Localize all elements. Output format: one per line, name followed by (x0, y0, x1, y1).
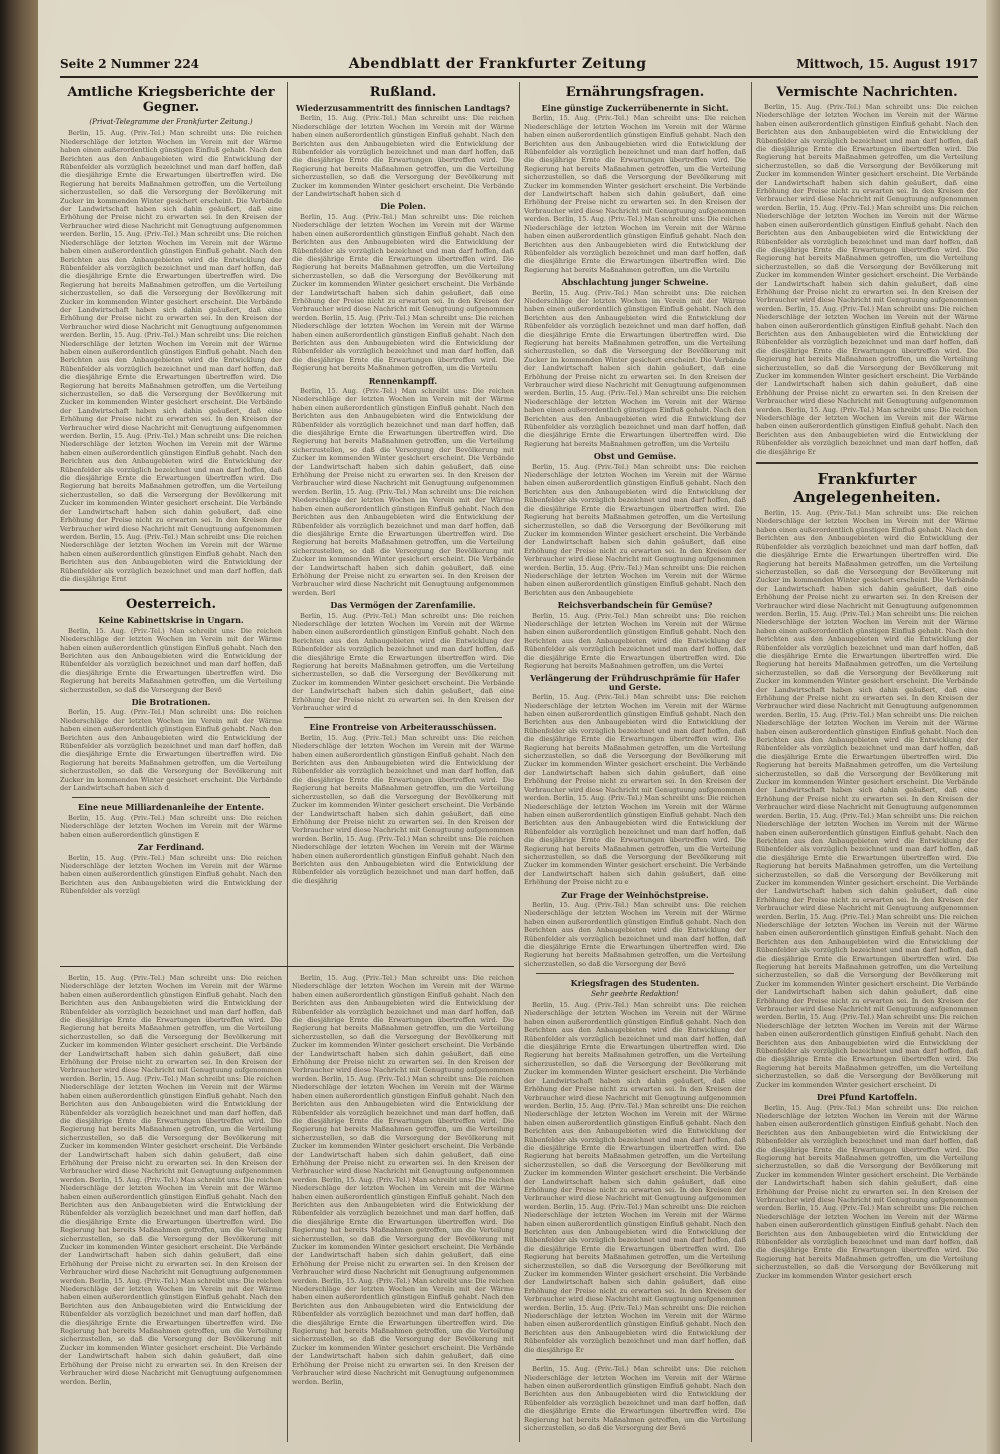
article-body: Berlin, 15. Aug. (Priv.-Tel.) Man schreibt uns: Die reichen Niederschläge der letzten Wochen im Verein mit der Wärme haben einen außerordentlich günstigen Einfluß gehabt. Nach den Berichten aus den Anbaugebieten wird die Entwicklung der Rübenfelder als vorzüglich bezeichnet und man darf hoffen, daß die diesjährige Ernte die Erwartungen übertreffen wird. Die Regierung hat bereits Maßnahmen getroffen, um die Verteilung sicherzustellen, so daß die Versorgung der Bevölkerung mit Zucker im kommenden Winter gesichert erscheint. Die Verbände der Landwirtschaft haben sich d (292, 114, 514, 199)
article-body: Berlin, 15. Aug. (Priv.-Tel.) Man schreibt uns: Die reichen Niederschläge der letzten Wochen im Verein mit der Wärme haben einen außerordentlich günstigen Einfluß gehabt. Nach den Berichten aus den Anbaugebieten wird die Entwicklung der Rübenfelder als vorzüglich bezeichnet und man darf hoffen, daß die diesjährige Ernte die Erwartungen übertreffen wird. Die Regierung hat bereits Maßnahmen getroffen, um die Verteilung sicherzustellen, so daß die Versorgung der Bevölkerung mit Zucker im kommenden Winter gesichert erscheint. Die Verbände der Landwirtschaft haben sich dahin geäußert, daß eine Erhöhung der Preise nicht zu erwarten sei. In den Kreisen der Verbraucher wird diese Nachricht mit Genugtuung aufgenommen werden. Berlin, 15. Aug. (Priv.-Tel.) Man schreibt uns: Die reichen Niederschläge der letzten Wochen im Verein mit der Wärme haben einen außerordentlich günstigen Einfluß gehabt. Nach den Berichten aus den Anbaugebieten wird die Entwicklung der Rübenfelder als vorzüglich bezeichnet und man darf hoffen, daß die diesjährige Ernte die Erwartungen übertreffen wird. Die Regierung hat bereits Maßnahmen getroffen, um die Verteilung sicherzustellen, so daß die Versorgung der Bevölkerung mit Zucker im kommenden Winter gesichert erscheint. Die Verbände der Landwirtschaft haben sich dahin geäußert, daß eine Erhöhung der Preise nicht zu erwarten sei. In den Kreisen der Verbraucher wird diese Nachricht mit Genugtuung aufgenommen werden. Berlin, 15. Aug. (Priv.-Tel.) Man schreibt uns: Die reichen Niederschläge der letzten Wochen im Verein mit der Wärme haben einen außerordentlich günstigen Einfluß gehabt. Nach den Berichten aus den Anbaugebieten wird die Entwicklung der Rübenfelder als vorzüglich bezeichnet und man darf hoffen, daß die diesjährige Ernte die Erwartungen übertreffen wird. Die Regierung hat bereits Maßnahmen getroffen, um die Verteilung sicherzustellen, so daß die Versorgung der Bevölkerung mit Zucker im kommenden Winter gesichert erscheint. Die Verbände der Landwirtschaft haben sich dahin geäußert, daß eine Erhöhung der Preise nicht zu erwarten sei. In den Kreisen der Verbraucher wird diese Nachricht mit Genugtuung aufgenommen werden. Berlin, 15. Aug. (Priv.-Tel.) Man schreibt uns: Die reichen Niederschläge der letzten Wochen im Verein mit der Wärme haben einen außerordentlich günstigen Einfluß gehabt. Nach den Berichten aus den Anbaugebieten wird die Entwicklung der Rübenfelder als vorzüglich bezeichnet und man darf hoffen, daß die diesjährige Ernte die Erwartungen übertreffen wird. Die Regierung hat bereits Maßnahmen getroffen, um die Verteilung sicherzustellen, so daß die Versorgung der Bevölkerung mit Zucker im kommenden Winter gesichert erscheint. Die Verbände der Landwirtschaft haben sich dahin geäußert, daß eine Erhöhung der Preise nicht zu erwarten sei. In den Kreisen der Verbraucher wird diese Nachricht mit Genugtuung aufgenommen werden. Berlin, (292, 974, 514, 1386)
horizontal-rule (60, 966, 514, 967)
article-body: Berlin, 15. Aug. (Priv.-Tel.) Man schreibt uns: Die reichen Niederschläge der letzten Wochen im Verein mit der Wärme haben einen außerordentlich günstigen Einfluß gehabt. Nach den Berichten aus den Anbaugebieten wird die Entwicklung der Rübenfelder als vorzüglich bezeichnet und man darf hoffen, daß die diesjährige Ernte die Erwartungen übertreffen wird. Die Regierung hat bereits Maßnahmen getroffen, um die Verteilung sicherzustellen, so daß die Versorgung der Bevölkerung mit Zucker im kommenden Winter gesichert erscheint. Die Verbände der Landwirtschaft haben sich dahin geäußert, daß eine Erhöhung der Preise nicht zu erwarten sei. In den Kreisen der Verbraucher wird diese Nachricht mit Genugtuung aufgenommen werden. Berlin, 15. Aug. (Priv.-Tel.) Man schreibt uns: Die reichen Niederschläge der letzten Wochen im Verein mit der Wärme haben einen außerordentlich günstigen Einfluß gehabt. Nach den Berichten aus den Anbaugebieten wird die Entwicklung der Rübenfelder als vorzüglich bezeichnet und man darf hoffen, daß die diesjährige Ernte die Erwartungen übertreffen wird. Die Regierung hat bereits Maßnahmen getroffen, um die Verteilung sicherzustellen, so daß die Versorgung der Bevölkerung mit Zucker im kommenden Winter gesichert erscheint. Die Verbände der Landwirtschaft haben sich dahin geäußert, daß eine Erhöhung der Preise nicht zu erwarten sei. In den Kreisen der Verbraucher wird diese Nachricht mit Genugtuung aufgenommen werden. Berlin, 15. Aug. (Priv.-Tel.) Man schreibt uns: Die reichen Niederschläge der letzten Wochen im Verein mit der Wärme haben einen außerordentlich günstigen Einfluß gehabt. Nach den Berichten aus den Anbaugebieten wird die Entwicklung der Rübenfelder als vorzüglich bezeichnet und man darf hoffen, daß die diesjährige Ernte die Erwartungen übertreffen wird. Die Regierung hat bereits Maßnahmen getroffen, um die Verteilung sicherzustellen, so daß die Versorgung der Bevölkerung mit Zucker im kommenden Winter gesichert erscheint. Die Verbände der Landwirtschaft haben sich dahin geäußert, daß eine Erhöhung der Preise nicht zu erwarten sei. In den Kreisen der Verbraucher wird diese Nachricht mit Genugtuung aufgenommen werden. Berlin, 15. Aug. (Priv.-Tel.) Man schreibt uns: Die reichen Niederschläge der letzten Wochen im Verein mit der Wärme haben einen außerordentlich günstigen Einfluß gehabt. Nach den Berichten aus den Anbaugebieten wird die Entwicklung der Rübenfelder als vorzüglich bezeichnet und man darf hoffen, daß die diesjährige Ernte die Erwartungen übertreffen wird. Die Regierung hat bereits Maßnahmen getroffen, um die Verteilung sicherzustellen, so daß die Versorgung der Bevölkerung mit Zucker im kommenden Winter gesichert erscheint. Die Verbände der Landwirtschaft haben sich dahin geäußert, daß eine Erhöhung der Preise nicht zu erwarten sei. In den Kreisen der Verbraucher wird diese Nachricht mit Genugtuung aufgenommen werden. Berlin, 15. Aug. (Priv.-Tel.) Man schreibt uns: Die reichen Niederschläge der letzten Wochen im Verein mit der Wärme haben einen außerordentlich günstigen Einfluß gehabt. Nach den Berichten aus den Anbaugebieten wird die Entwicklung der Rübenfelder als vorzüglich bezeichnet und man darf hoffen, daß die diesjährige Ernt (60, 129, 282, 583)
column-1 (60, 82, 282, 962)
column-rule (519, 82, 520, 1442)
feuilleton-right (292, 974, 514, 1442)
article-headline: Das Vermögen der Zarenfamilie. (330, 600, 476, 611)
article-body: Berlin, 15. Aug. (Priv.-Tel.) Man schreibt uns: Die reichen Niederschläge der letzten Wochen im Verein mit der Wärme haben einen außerordentlich günstigen Einfluß gehabt. Nach den Berichten aus den Anbaugebieten wird die Entwicklung der Rübenfelder als vorzügl (60, 853, 282, 896)
article-headline: Eine neue Milliardenanleihe der Entente. (78, 802, 264, 813)
article-body: Berlin, 15. Aug. (Priv.-Tel.) Man schreibt uns: Die reichen Niederschläge der letzten Wochen im Verein mit der Wärme haben einen außerordentlich günstigen Einfluß gehabt. Nach den Berichten aus den Anbaugebieten wird die Entwicklung der Rübenfelder als vorzüglich bezeichnet und man darf hoffen, daß die diesjährige Ernte die Erwartungen übertreffen wird. Die Regierung hat bereits Maßnahmen getroffen, um die Verteilung sicherzustellen, so daß die Versorgung der Bevö (524, 900, 746, 968)
section-headline: Frankfurter Angelegenheiten. (793, 470, 941, 507)
article-headline: Keine Kabinettskrise in Ungarn. (98, 615, 244, 626)
section-headline: Ernährungsfragen. (565, 85, 705, 100)
divider (536, 973, 734, 974)
section-headline: Vermischte Nachrichten. (776, 85, 958, 100)
column-2 (292, 82, 514, 962)
article-body: Berlin, 15. Aug. (Priv.-Tel.) Man schreibt uns: Die reichen Niederschläge der letzten Wochen im Verein mit der Wärme haben einen außerordentlich günstigen Einfluß gehabt. Nach den Berichten aus den Anbaugebieten wird die Entwicklung der Rübenfelder als vorzüglich bezeichnet und man darf hoffen, daß die diesjährige Ernte die Erwartungen übertreffen wird. Die Regierung hat bereits Maßnahmen getroffen, um die Verteilung sicherzustellen, so daß die Versorgung der Bevölkerung mit Zucker im kommenden Winter gesichert erscheint. Die Verbände der Landwirtschaft haben sich dahin geäußert, daß eine Erhöhung der Preise nicht zu erwarten sei. In den Kreisen der Verbraucher wird diese Nachricht mit Genugtuung aufgenommen werden. Berlin, 15. Aug. (Priv.-Tel.) Man schreibt uns: Die reichen Niederschläge der letzten Wochen im Verein mit der Wärme haben einen außerordentlich günstigen Einfluß gehabt. Nach den Berichten aus den Anbaugebieten wird die Entwicklung der Rübenfelder als vorzüglich bezeichnet und man darf hoffen, daß die diesjährige Ernte die Erwartungen übertreffen wird. Die Regierung hat bereits Maßnahmen getroffen, um die Verteilung sicherzustellen, so daß die Versorgung der Bevölkerung mit Zucker im kommenden Winter gesichert erscheint. Die Verbände der Landwirtschaft haben sich dahin geäußert, daß eine Erhöhung der Preise nicht zu erwarten sei. In den Kreisen der Verbraucher wird diese Nachricht mit Genugtuung aufgenommen werden. Berlin, 15. Aug. (Priv.-Tel.) Man schreibt uns: Die reichen Niederschläge der letzten Wochen im Verein mit der Wärme haben einen außerordentlich günstigen Einfluß gehabt. Nach den Berichten aus den Anbaugebieten wird die Entwicklung der Rübenfelder als vorzüglich bezeichnet und man darf hoffen, daß die diesjährige Ernte die Erwartungen übertreffen wird. Die Regierung hat bereits Maßnahmen getroffen, um die Verteilung sicherzustellen, so daß die Versorgung der Bevölkerung mit Zucker im kommenden Winter gesichert erscheint. Die Verbände der Landwirtschaft haben sich dahin geäußert, daß eine Erhöhung der Preise nicht zu erwarten sei. In den Kreisen der Verbraucher wird diese Nachricht mit Genugtuung aufgenommen werden. Berlin, 15. Aug. (Priv.-Tel.) Man schreibt uns: Die reichen Niederschläge der letzten Wochen im Verein mit der Wärme haben einen außerordentlich günstigen Einfluß gehabt. Nach den Berichten aus den Anbaugebieten wird die Entwicklung der Rübenfelder als vorzüglich bezeichnet und man darf hoffen, daß die diesjährige Ernte die Erwartungen übertreffen wird. Die Regierung hat bereits Maßnahmen getroffen, um die Verteilung sicherzustellen, so daß die Versorgung der Bevölkerung mit Zucker im kommenden Winter gesichert erscheint. Die Verbände der Landwirtschaft haben sich dahin geäußert, daß eine Erhöhung der Preise nicht zu erwarten sei. In den Kreisen der Verbraucher wird diese Nachricht mit Genugtuung aufgenommen werden. Berlin, 15. Aug. (Priv.-Tel.) Man schreibt uns: Die reichen Niederschläge der letzten Wochen im Verein mit der Wärme haben einen außerordentlich günstigen Einfluß gehabt. Nach den Berichten aus den Anbaugebieten wird die Entwicklung der Rübenfelder als vorzüglich bezeichnet und man darf hoffen, daß die diesjährige Ernte die Erwartungen übertreffen wird. Die Regierung hat bereits Maßnahmen getroffen, um die Verteilung sicherzustellen, so daß die Versorgung der Bevölkerung mit Zucker im kommenden Winter gesichert erscheint. Die Verbände der Landwirtschaft haben sich dahin geäußert, daß eine Erhöhung der Preise nicht zu erwarten sei. In den Kreisen der Verbraucher wird diese Nachricht mit Genugtuung aufgenommen werden. Berlin, 15. Aug. (Priv.-Tel.) Man schreibt uns: Die reichen Niederschläge der letzten Wochen im Verein mit der Wärme haben einen außerordentlich günstigen Einfluß gehabt. Nach den Berichten aus den Anbaugebieten wird die Entwicklung der Rübenfelder als vorzüglich bezeichnet und man darf hoffen, daß die diesjährige Ernte die Erwartungen übertreffen wird. Die Regierung hat bereits Maßnahmen getroffen, um die Verteilung sicherzustellen, so daß die Versorgung der Bevölkerung mit Zucker im kommenden Winter gesichert erscheint. Di (756, 509, 978, 1089)
columns (60, 82, 978, 1442)
article-body: Berlin, 15. Aug. (Priv.-Tel.) Man schreibt uns: Die reichen Niederschläge der letzten Wochen im Verein mit der Wärme haben einen außerordentlich günstigen Einfluß gehabt. Nach den Berichten aus den Anbaugebieten wird die Entwicklung der Rübenfelder als vorzüglich bezeichnet und man darf hoffen, daß die diesjährige Ernte die Erwartungen übertreffen wird. Die Regierung hat bereits Maßnahmen getroffen, um die Verteilung sicherzustellen, so daß die Versorgung der Bevölkerung mit Zucker im kommenden Winter gesichert erscheint. Die Verbände der Landwirtschaft haben sich d (60, 708, 282, 793)
article-body: Berlin, 15. Aug. (Priv.-Tel.) Man schreibt uns: Die reichen Niederschläge der letzten Wochen im Verein mit der Wärme haben einen außerordentlich günstigen Einfluß gehabt. Nach den Berichten aus den Anbaugebieten wird die Entwicklung der Rübenfelder als vorzüglich bezeichnet und man darf hoffen, daß die diesjährige Ernte die Erwartungen übertreffen wird. Die Regierung hat bereits Maßnahmen getroffen, um die Verteilung sicherzustellen, so daß die Versorgung der Bevölkerung mit Zucker im kommenden Winter gesichert erscheint. Die Verbände der Landwirtschaft haben sich dahin geäußert, daß eine Erhöhung der Preise nicht zu erwarten sei. In den Kreisen der Verbraucher wird diese Nachricht mit Genugtuung aufgenommen werden. Berlin, 15. Aug. (Priv.-Tel.) Man schreibt uns: Die reichen Niederschläge der letzten Wochen im Verein mit der Wärme haben einen außerordentlich günstigen Einfluß gehabt. Nach den Berichten aus den Anbaugebieten wird die Entwicklung der Rübenfelder als vorzüglich bezeichnet und man darf hoffen, daß die diesjährige Ernte die Erwartungen übertreffen wird. Die Regierung hat bereits Maßnahmen getroffen, um die Verteilung sicherzustellen, so daß die Versorgung der Bevölkerung mit Zucker im kommenden Winter gesichert erscheint. Die Verbände der Landwirtschaft haben sich dahin geäußert, daß eine Erhöhung der Preise nicht zu erwarten sei. In den Kreisen der Verbraucher wird diese Nachricht mit Genugtuung aufgenommen werden. Berlin, 15. Aug. (Priv.-Tel.) Man schreibt uns: Die reichen Niederschläge der letzten Wochen im Verein mit der Wärme haben einen außerordentlich günstigen Einfluß gehabt. Nach den Berichten aus den Anbaugebieten wird die Entwicklung der Rübenfelder als vorzüglich bezeichnet und man darf hoffen, daß die diesjährige Ernte die Erwartungen übertreffen wird. Die Regierung hat bereits Maßnahmen getroffen, um die Verteilung sicherzustellen, so daß die Versorgung der Bevölkerung mit Zucker im kommenden Winter gesichert erscheint. Die Verbände der Landwirtschaft haben sich dahin geäußert, daß eine Erhöhung der Preise nicht zu erwarten sei. In den Kreisen der Verbraucher wird diese Nachricht mit Genugtuung aufgenommen werden. Berlin, 15. Aug. (Priv.-Tel.) Man schreibt uns: Die reichen Niederschläge der letzten Wochen im Verein mit der Wärme haben einen außerordentlich günstigen Einfluß gehabt. Nach den Berichten aus den Anbaugebieten wird die Entwicklung der Rübenfelder als vorzüglich bezeichnet und man darf hoffen, daß die diesjährige Er (756, 103, 978, 456)
article-body: Berlin, 15. Aug. (Priv.-Tel.) Man schreibt uns: Die reichen Niederschläge der letzten Wochen im Verein mit der Wärme haben einen außerordentlich günstigen Einfluß gehabt. Nach den Berichten aus den Anbaugebieten wird die Entwicklung der Rübenfelder als vorzüglich bezeichnet und man darf hoffen, daß die diesjährige Ernte die Erwartungen übertreffen wird. Die Regierung hat bereits Maßnahmen getroffen, um die Verteilung sicherzustellen, so daß die Versorgung der Bevölkerung mit Zucker im kommenden Winter gesichert erscheint. Die Verbände der Landwirtschaft haben sich dahin geäußert, daß eine Erhöhung der Preise nicht zu erwarten sei. In den Kreisen der Verbraucher wird diese Nachricht mit Genugtuung aufgenommen werden. Berlin, 15. Aug. (Priv.-Tel.) Man schreibt uns: Die reichen Niederschläge der letzten Wochen im Verein mit der Wärme haben einen außerordentlich günstigen Einfluß gehabt. Nach den Berichten aus den Anbaugebieten wird die Entwicklung der Rübenfelder als vorzüglich bezeichnet und man darf hoffen, daß die diesjährige Ernte die Erwartungen übertreffen wird. Die Regierung hat bereits Maßnahmen getroffen, um die Verteilu (524, 114, 746, 274)
feuilleton-left (60, 974, 282, 1442)
article-headline: Die Brotrationen. (131, 697, 211, 707)
article-body: Berlin, 15. Aug. (Priv.-Tel.) Man schreibt uns: Die reichen Niederschläge der letzten Wochen im Verein mit der Wärme haben einen außerordentlich günstigen Einfluß gehabt. Nach den Berichten aus den Anbaugebieten wird die Entwicklung der Rübenfelder als vorzüglich bezeichnet und man darf hoffen, daß die diesjährige Ernte die Erwartungen übertreffen wird. Die Regierung hat bereits Maßnahmen getroffen, um die Verteilung sicherzustellen, so daß die Versorgung der Bevölkerung mit Zucker im kommenden Winter gesichert erscheint. Die Verbände der Landwirtschaft haben sich dahin geäußert, daß eine Erhöhung der Preise nicht zu erwarten sei. In den Kreisen der Verbraucher wird diese Nachricht mit Genugtuung aufgenommen werden. Berlin, 15. Aug. (Priv.-Tel.) Man schreibt uns: Die reichen Niederschläge der letzten Wochen im Verein mit der Wärme haben einen außerordentlich günstigen Einfluß gehabt. Nach den Berichten aus den Anbaugebieten wird die Entwicklung der Rübenfelder als vorzüglich bezeichnet und man darf hoffen, daß die diesjährige Ernte die Erwartungen übertreffen wird. Die Regierung hat bereits Maßnahmen getroffen, um die Verteilung sicherzustellen, so daß die Versorgung der Bevölkerung mit Zucker im kommenden Winter gesichert erscheint. Die Verbände der Landwirtschaft haben sich dahin geäußert, daß eine Erhöhung der Preise nicht zu erwarten sei. In den Kreisen der Verbraucher wird diese Nachricht mit Genugtuung aufgenommen werden. Berl (292, 387, 514, 597)
article-body: Berlin, 15. Aug. (Priv.-Tel.) Man schreibt uns: Die reichen Niederschläge der letzten Wochen im Verein mit der Wärme haben einen außerordentlich günstigen Einfluß gehabt. Nach den Berichten aus den Anbaugebieten wird die Entwicklung der Rübenfelder als vorzüglich bezeichnet und man darf hoffen, daß die diesjährige Ernte die Erwartungen übertreffen wird. Die Regierung hat bereits Maßnahmen getroffen, um die Verteilung sicherzustellen, so daß die Versorgung der Bevölkerung mit Zucker im kommenden Winter gesichert erscheint. Die Verbände der Landwirtschaft haben sich dahin geäußert, daß eine Erhöhung der Preise nicht zu erwarten sei. In den Kreisen der Verbraucher wird diese Nachricht mit Genugtuung aufgenommen werden. Berlin, 15. Aug. (Priv.-Tel.) Man schreibt uns: Die reichen Niederschläge der letzten Wochen im Verein mit der Wärme haben einen außerordentlich günstigen Einfluß gehabt. Nach den Berichten aus den Anbaugebiete (524, 462, 746, 597)
article-headline: Abschlachtung junger Schweine. (561, 277, 709, 288)
article-body: Berlin, 15. Aug. (Priv.-Tel.) Man schreibt uns: Die reichen Niederschläge der letzten Wochen im Verein mit der Wärme haben einen außerordentlich günstigen Einfluß gehabt. Nach den Berichten aus den Anbaugebieten wird die Entwicklung der Rübenfelder als vorzüglich bezeichnet und man darf hoffen, daß die diesjährige Ernte die Erwartungen übertreffen wird. Die Regierung hat bereits Maßnahmen getroffen, um die Verteilung sicherzustellen, so daß die Versorgung der Bevölkerung mit Zucker im kommenden Winter gesichert erscheint. Die Verbände der Landwirtschaft haben sich dahin geäußert, daß eine Erhöhung der Preise nicht zu erwarten sei. In den Kreisen der Verbraucher wird diese Nachricht mit Genugtuung aufgenommen werden. Berlin, 15. Aug. (Priv.-Tel.) Man schreibt uns: Die reichen Niederschläge der letzten Wochen im Verein mit der Wärme haben einen außerordentlich günstigen Einfluß gehabt. Nach den Berichten aus den Anbaugebieten wird die Entwicklung der Rübenfelder als vorzüglich bezeichnet und man darf hoffen, daß die diesjährige Ernte die Erwartungen übertreffen wird. Die Regierung hat bereits Maßnahmen getroffen, um die Verteilung sicherzustellen, so daß die Versorgung der Bevölkerung mit Zucker im kommenden Winter gesichert erscheint. Die Verbände der Landwirtschaft haben sich dahin geäußert, daß eine Erhöhung der Preise nicht zu e (524, 693, 746, 887)
article-headline: Zur Frage der Weinhöchstpreise. (561, 889, 709, 900)
article-headline: Drei Pfund Kartoffeln. (816, 1092, 918, 1103)
column-rule (287, 82, 288, 1442)
article-body: Berlin, 15. Aug. (Priv.-Tel.) Man schreibt uns: Die reichen Niederschläge der letzten Wochen im Verein mit der Wärme haben einen außerordentlich günstigen Einfluß gehabt. Nach den Berichten aus den Anbaugebieten wird die Entwicklung der Rübenfelder als vorzüglich bezeichnet und man darf hoffen, daß die diesjährige Ernte die Erwartungen übertreffen wird. Die Regierung hat bereits Maßnahmen getroffen, um die Verteilung sicherzustellen, so daß die Versorgung der Bevölkerung mit Zucker im kommenden Winter gesichert erscheint. Die Verbände der Landwirtschaft haben sich dahin geäußert, daß eine Erhöhung der Preise nicht zu erwarten sei. In den Kreisen der Verbraucher wird diese Nachricht mit Genugtuung aufgenommen werden. Berlin, 15. Aug. (Priv.-Tel.) Man schreibt uns: Die reichen Niederschläge der letzten Wochen im Verein mit der Wärme haben einen außerordentlich günstigen Einfluß gehabt. Nach den Berichten aus den Anbaugebieten wird die Entwicklung der Rübenfelder als vorzüglich bezeichnet und man darf hoffen, daß die diesjährige Ernte die Erwartungen übertreffen wird. Die Regierung hat bereits Maßnahmen getroffen, um die Verteilung sicherzustellen, so daß die Versorgung der Bevölkerung mit Zucker im kommenden Winter gesichert ersch (756, 1103, 978, 1280)
divider (72, 797, 270, 798)
section-headline: Rußland. (369, 85, 437, 100)
column-3 (524, 82, 746, 1442)
divider (756, 462, 978, 464)
article-headline: Rennenkampff. (368, 375, 438, 386)
divider (304, 717, 502, 718)
divider (60, 589, 282, 591)
article-headline: Obst und Gemüse. (593, 451, 677, 462)
article-body: Berlin, 15. Aug. (Priv.-Tel.) Man schreibt uns: Die reichen Niederschläge der letzten Wochen im Verein mit der Wärme haben einen außerordentlich günstigen Einfluß gehabt. Nach den Berichten aus den Anbaugebieten wird die Entwicklung der Rübenfelder als vorzüglich bezeichnet und man darf hoffen, daß die diesjährige Ernte die Erwartungen übertreffen wird. Die Regierung hat bereits Maßnahmen getroffen, um die Verteilung sicherzustellen, so daß die Versorgung der Bevölkerung mit Zucker im kommenden Winter gesichert erscheint. Die Verbände der Landwirtschaft haben sich dahin geäußert, daß eine Erhöhung der Preise nicht zu erwarten sei. In den Kreisen der Verbraucher wird diese Nachricht mit Genugtuung aufgenommen werden. Berlin, 15. Aug. (Priv.-Tel.) Man schreibt uns: Die reichen Niederschläge der letzten Wochen im Verein mit der Wärme haben einen außerordentlich günstigen Einfluß gehabt. Nach den Berichten aus den Anbaugebieten wird die Entwicklung der Rübenfelder als vorzüglich bezeichnet und man darf hoffen, daß die diesjährige Ernte die Erwartungen übertreffen wird. Die Regierung hat bereits Maßnahmen getroffen, um die Verteilu (292, 212, 514, 373)
article-headline: Kriegsfragen des Studenten. (570, 978, 700, 989)
article-headline: Die Polen. (380, 201, 426, 212)
column-rule (751, 82, 752, 1442)
article-body: Berlin, 15. Aug. (Priv.-Tel.) Man schreibt uns: Die reichen Niederschläge der letzten Wochen im Verein mit der Wärme haben einen außerordentlich günstigen Einfluß gehabt. Nach den Berichten aus den Anbaugebieten wird die Entwicklung der Rübenfelder als vorzüglich bezeichnet und man darf hoffen, daß die diesjährige Ernte die Erwartungen übertreffen wird. Die Regierung hat bereits Maßnahmen getroffen, um die Verteilung sicherzustellen, so daß die Versorgung der Bevölkerung mit Zucker im kommenden Winter gesichert erscheint. Die Verbände der Landwirtschaft haben sich dahin geäußert, daß eine Erhöhung der Preise nicht zu erwarten sei. In den Kreisen der Verbraucher wird diese Nachricht mit Genugtuung aufgenommen werden. Berlin, 15. Aug. (Priv.-Tel.) Man schreibt uns: Die reichen Niederschläge der letzten Wochen im Verein mit der Wärme haben einen außerordentlich günstigen Einfluß gehabt. Nach den Berichten aus den Anbaugebieten wird die Entwicklung der Rübenfelder als vorzüglich bezeichnet und man darf hoffen, daß die diesjährig (292, 733, 514, 885)
article-headline: Wiederzusammentritt des finnischen Landtags? (295, 103, 511, 113)
article-body: Berlin, 15. Aug. (Priv.-Tel.) Man schreibt uns: Die reichen Niederschläge der letzten Wochen im Verein mit der Wärme haben einen außerordentlich günstigen Einfluß gehabt. Nach den Berichten aus den Anbaugebieten wird die Entwicklung der Rübenfelder als vorzüglich bezeichnet und man darf hoffen, daß die diesjährige Ernte die Erwartungen übertreffen wird. Die Regierung hat bereits Maßnahmen getroffen, um die Verteilung sicherzustellen, so daß die Versorgung der Bevölkerung mit Zucker im kommenden Winter gesichert erscheint. Die Verbände der Landwirtschaft haben sich dahin geäußert, daß eine Erhöhung der Preise nicht zu erwarten sei. In den Kreisen der Verbraucher wird diese Nachricht mit Genugtuung aufgenommen werden. Berlin, 15. Aug. (Priv.-Tel.) Man schreibt uns: Die reichen Niederschläge der letzten Wochen im Verein mit der Wärme haben einen außerordentlich günstigen Einfluß gehabt. Nach den Berichten aus den Anbaugebieten wird die Entwicklung der Rübenfelder als vorzüglich bezeichnet und man darf hoffen, daß die diesjährige Ernte die Erwartungen übertreffen wird. Die Regierung hat bereits Maßnahmen getroffen, um die Verteilung sicherzustellen, so daß die Versorgung der Bevölkerung mit Zucker im kommenden Winter gesichert erscheint. Die Verbände der Landwirtschaft haben sich dahin geäußert, daß eine Erhöhung der Preise nicht zu erwarten sei. In den Kreisen der Verbraucher wird diese Nachricht mit Genugtuung aufgenommen werden. Berlin, 15. Aug. (Priv.-Tel.) Man schreibt uns: Die reichen Niederschläge der letzten Wochen im Verein mit der Wärme haben einen außerordentlich günstigen Einfluß gehabt. Nach den Berichten aus den Anbaugebieten wird die Entwicklung der Rübenfelder als vorzüglich bezeichnet und man darf hoffen, daß die diesjährige Ernte die Erwartungen übertreffen wird. Die Regierung hat bereits Maßnahmen getroffen, um die Verteilung sicherzustellen, so daß die Versorgung der Bevölkerung mit Zucker im kommenden Winter gesichert erscheint. Die Verbände der Landwirtschaft haben sich dahin geäußert, daß eine Erhöhung der Preise nicht zu erwarten sei. In den Kreisen der Verbraucher wird diese Nachricht mit Genugtuung aufgenommen werden. Berlin, 15. Aug. (Priv.-Tel.) Man schreibt uns: Die reichen Niederschläge der letzten Wochen im Verein mit der Wärme haben einen außerordentlich günstigen Einfluß gehabt. Nach den Berichten aus den Anbaugebieten wird die Entwicklung der Rübenfelder als vorzüglich bezeichnet und man darf hoffen, daß die diesjährige Er (524, 1001, 746, 1354)
article-headline: Eine Frontreise von Arbeiterausschüssen. (309, 722, 497, 733)
article-body: Berlin, 15. Aug. (Priv.-Tel.) Man schreibt uns: Die reichen Niederschläge der letzten Wochen im Verein mit der Wärme haben einen außerordentlich günstigen Einfluß gehabt. Nach den Berichten aus den Anbaugebieten wird die Entwicklung der Rübenfelder als vorzüglich bezeichnet und man darf hoffen, daß die diesjährige Ernte die Erwartungen übertreffen wird. Die Regierung hat bereits Maßnahmen getroffen, um die Verteilung sicherzustellen, so daß die Versorgung der Bevö (524, 1365, 746, 1432)
article-headline: Eine günstige Zuckerrübenernte in Sicht. (541, 103, 729, 113)
article-headline: Reichsverbandschein für Gemüse? (557, 600, 713, 611)
article-body: Berlin, 15. Aug. (Priv.-Tel.) Man schreibt uns: Die reichen Niederschläge der letzten Wochen im Verein mit der Wärme haben einen außerordentlich günstigen E (60, 813, 282, 839)
article-body: Berlin, 15. Aug. (Priv.-Tel.) Man schreibt uns: Die reichen Niederschläge der letzten Wochen im Verein mit der Wärme haben einen außerordentlich günstigen Einfluß gehabt. Nach den Berichten aus den Anbaugebieten wird die Entwicklung der Rübenfelder als vorzüglich bezeichnet und man darf hoffen, daß die diesjährige Ernte die Erwartungen übertreffen wird. Die Regierung hat bereits Maßnahmen getroffen, um die Verteilung sicherzustellen, so daß die Versorgung der Bevölkerung mit Zucker im kommenden Winter gesichert erscheint. Die Verbände der Landwirtschaft haben sich dahin geäußert, daß eine Erhöhung der Preise nicht zu erwarten sei. In den Kreisen der Verbraucher wird d (292, 611, 514, 713)
article-body: Berlin, 15. Aug. (Priv.-Tel.) Man schreibt uns: Die reichen Niederschläge der letzten Wochen im Verein mit der Wärme haben einen außerordentlich günstigen Einfluß gehabt. Nach den Berichten aus den Anbaugebieten wird die Entwicklung der Rübenfelder als vorzüglich bezeichnet und man darf hoffen, daß die diesjährige Ernte die Erwartungen übertreffen wird. Die Regierung hat bereits Maßnahmen getroffen, um die Verteilung sicherzustellen, so daß die Versorgung der Bevölkerung mit Zucker im kommenden Winter gesichert erscheint. Die Verbände der Landwirtschaft haben sich dahin geäußert, daß eine Erhöhung der Preise nicht zu erwarten sei. In den Kreisen der Verbraucher wird diese Nachricht mit Genugtuung aufgenommen werden. Berlin, 15. Aug. (Priv.-Tel.) Man schreibt uns: Die reichen Niederschläge der letzten Wochen im Verein mit der Wärme haben einen außerordentlich günstigen Einfluß gehabt. Nach den Berichten aus den Anbaugebieten wird die Entwicklung der Rübenfelder als vorzüglich bezeichnet und man darf hoffen, daß die diesjährige Ernte die Erwartungen übertreffen wird. Die Regierung hat bereits Maßnahmen getroffen, um die Verteilung sicherzustellen, so daß die Versorgung der Bevölkerung mit Zucker im kommenden Winter gesichert erscheint. Die Verbände der Landwirtschaft haben sich dahin geäußert, daß eine Erhöhung der Preise nicht zu erwarten sei. In den Kreisen der Verbraucher wird diese Nachricht mit Genugtuung aufgenommen werden. Berlin, 15. Aug. (Priv.-Tel.) Man schreibt uns: Die reichen Niederschläge der letzten Wochen im Verein mit der Wärme haben einen außerordentlich günstigen Einfluß gehabt. Nach den Berichten aus den Anbaugebieten wird die Entwicklung der Rübenfelder als vorzüglich bezeichnet und man darf hoffen, daß die diesjährige Ernte die Erwartungen übertreffen wird. Die Regierung hat bereits Maßnahmen getroffen, um die Verteilung sicherzustellen, so daß die Versorgung der Bevölkerung mit Zucker im kommenden Winter gesichert erscheint. Die Verbände der Landwirtschaft haben sich dahin geäußert, daß eine Erhöhung der Preise nicht zu erwarten sei. In den Kreisen der Verbraucher wird diese Nachricht mit Genugtuung aufgenommen werden. Berlin, 15. Aug. (Priv.-Tel.) Man schreibt uns: Die reichen Niederschläge der letzten Wochen im Verein mit der Wärme haben einen außerordentlich günstigen Einfluß gehabt. Nach den Berichten aus den Anbaugebieten wird die Entwicklung der Rübenfelder als vorzüglich bezeichnet und man darf hoffen, daß die diesjährige Ernte die Erwartungen übertreffen wird. Die Regierung hat bereits Maßnahmen getroffen, um die Verteilung sicherzustellen, so daß die Versorgung der Bevölkerung mit Zucker im kommenden Winter gesichert erscheint. Die Verbände der Landwirtschaft haben sich dahin geäußert, daß eine Erhöhung der Preise nicht zu erwarten sei. In den Kreisen der Verbraucher wird diese Nachricht mit Genugtuung aufgenommen werden. Berlin, (60, 974, 282, 1386)
section-headline: Oesterreich. (126, 597, 216, 613)
article-headline: Amtliche Kriegsberichte der Gegner. (67, 85, 275, 115)
article-headline: Verlängerung der Frühdruschprämie für Hafer und Gerste. (530, 673, 740, 692)
article-subtitle: Sehr geehrte Redaktion! (591, 989, 679, 998)
column-4 (756, 82, 978, 1442)
newspaper-title: Abendblatt der Frankfurter Zeitung (348, 56, 647, 72)
issue-date: Mittwoch, 15. August 1917 (796, 57, 978, 71)
article-headline: Zar Ferdinand. (137, 842, 205, 853)
newspaper-page (38, 0, 1000, 1454)
article-subtitle: (Privat-Telegramme der Frankfurter Zeitung.) (89, 118, 253, 126)
divider (536, 1359, 734, 1360)
article-body: Berlin, 15. Aug. (Priv.-Tel.) Man schreibt uns: Die reichen Niederschläge der letzten Wochen im Verein mit der Wärme haben einen außerordentlich günstigen Einfluß gehabt. Nach den Berichten aus den Anbaugebieten wird die Entwicklung der Rübenfelder als vorzüglich bezeichnet und man darf hoffen, daß die diesjährige Ernte die Erwartungen übertreffen wird. Die Regierung hat bereits Maßnahmen getroffen, um die Vertei (524, 611, 746, 670)
article-body: Berlin, 15. Aug. (Priv.-Tel.) Man schreibt uns: Die reichen Niederschläge der letzten Wochen im Verein mit der Wärme haben einen außerordentlich günstigen Einfluß gehabt. Nach den Berichten aus den Anbaugebieten wird die Entwicklung der Rübenfelder als vorzüglich bezeichnet und man darf hoffen, daß die diesjährige Ernte die Erwartungen übertreffen wird. Die Regierung hat bereits Maßnahmen getroffen, um die Verteilung sicherzustellen, so daß die Versorgung der Bevölkerung mit Zucker im kommenden Winter gesichert erscheint. Die Verbände der Landwirtschaft haben sich dahin geäußert, daß eine Erhöhung der Preise nicht zu erwarten sei. In den Kreisen der Verbraucher wird diese Nachricht mit Genugtuung aufgenommen werden. Berlin, 15. Aug. (Priv.-Tel.) Man schreibt uns: Die reichen Niederschläge der letzten Wochen im Verein mit der Wärme haben einen außerordentlich günstigen Einfluß gehabt. Nach den Berichten aus den Anbaugebieten wird die Entwicklung der Rübenfelder als vorzüglich bezeichnet und man darf hoffen, daß die diesjährige Ernte die Erwartungen übertreffen wird. Die Regierung hat bereits Maßnahmen getroffen, um die Verteilu (524, 288, 746, 448)
article-body: Berlin, 15. Aug. (Priv.-Tel.) Man schreibt uns: Die reichen Niederschläge der letzten Wochen im Verein mit der Wärme haben einen außerordentlich günstigen Einfluß gehabt. Nach den Berichten aus den Anbaugebieten wird die Entwicklung der Rübenfelder als vorzüglich bezeichnet und man darf hoffen, daß die diesjährige Ernte die Erwartungen übertreffen wird. Die Regierung hat bereits Maßnahmen getroffen, um die Verteilung sicherzustellen, so daß die Versorgung der Bevö (60, 626, 282, 694)
page-edge (986, 0, 1000, 1454)
masthead (60, 52, 978, 78)
book-binding (0, 0, 38, 1454)
page-number: Seite 2 Nummer 224 (60, 57, 200, 71)
